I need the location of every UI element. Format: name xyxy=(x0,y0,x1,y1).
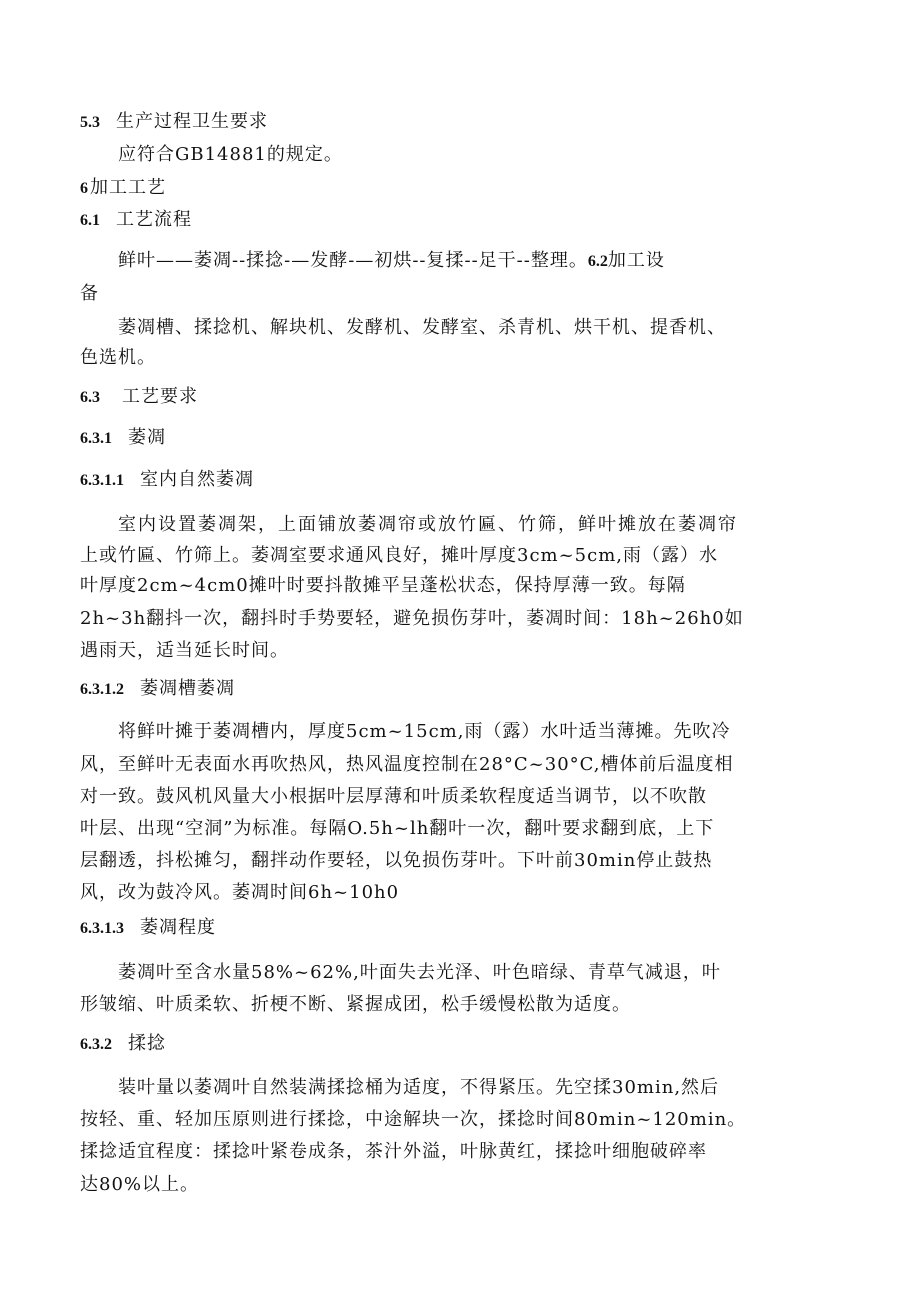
paragraph-line: 装叶量以萎凋叶自然装满揉捻桶为适度，不得紧压。先空揉30min,然后 xyxy=(118,1077,720,1098)
section-title: 加工工艺 xyxy=(90,177,166,198)
paragraph-line: 达80%以上。 xyxy=(80,1174,200,1195)
heading-6-3-1-1 xyxy=(80,467,254,494)
section-number: 6.1 xyxy=(80,212,100,229)
paragraph-5-3: 应符合GB14881的规定。 xyxy=(118,144,343,165)
section-title-6-2: 加工设 xyxy=(607,250,665,271)
section-number: 6.3.1 xyxy=(80,430,112,447)
section-number: 6 xyxy=(80,180,88,197)
paragraph-line: 遇雨天，适当延长时间。 xyxy=(80,640,289,661)
section-number: 6.3 xyxy=(80,389,100,406)
paragraph-line: 叶厚度2cm~4cm0摊叶时要抖散摊平呈蓬松状态，保持厚薄一致。每隔 xyxy=(80,575,686,596)
section-number: 5.3 xyxy=(80,114,100,131)
section-title: 生产过程卫生要求 xyxy=(116,111,268,132)
equipment-line-2: 色选机。 xyxy=(80,347,156,368)
paragraph-line: 室内设置萎凋架，上面铺放萎凋帘或放竹匾、竹筛，鲜叶摊放在萎凋帘 xyxy=(118,514,738,535)
paragraph-line: 揉捻适宜程度：揉捻叶紧卷成条，茶汁外溢，叶脉黄红，揉捻叶细胞破碎率 xyxy=(80,1141,707,1162)
paragraph-line: 将鲜叶摊于萎凋槽内，厚度5cm~15cm,雨（露）水叶适当薄摊。先吹冷 xyxy=(118,721,731,742)
heading-6-1 xyxy=(80,207,192,234)
heading-6 xyxy=(80,175,166,202)
process-flow-line xyxy=(118,248,665,275)
paragraph-line: 风，至鲜叶无表面水再吹热风，热风温度控制在28°C~30°C,槽体前后温度相 xyxy=(80,754,734,775)
heading-6-3-1 xyxy=(80,425,166,452)
section-number: 6.3.2 xyxy=(80,1036,112,1053)
section-title: 萎凋槽萎凋 xyxy=(140,678,235,699)
paragraph-line: 形皱缩、叶质柔软、折梗不断、紧握成团，松手缓慢松散为适度。 xyxy=(80,994,631,1015)
section-title: 工艺要求 xyxy=(122,386,198,407)
paragraph-line: 萎凋叶至含水量58%~62%,叶面失去光泽、叶色暗绿、青草气减退，叶 xyxy=(118,962,721,983)
section-title: 工艺流程 xyxy=(116,209,192,230)
heading-6-3-2 xyxy=(80,1031,166,1058)
heading-5-3 xyxy=(80,109,268,136)
paragraph-line: 上或竹匾、竹筛上。萎凋室要求通风良好，摊叶厚度3cm~5cm,雨（露）水 xyxy=(80,545,719,566)
paragraph-line: 按轻、重、轻加压原则进行揉捻，中途解块一次，揉捻时间80min~120min。 xyxy=(80,1109,747,1130)
process-flow-text: 鲜叶——萎凋--揉捻-—发酵-—初烘--复揉--足干--整理。 xyxy=(118,250,588,271)
section-title: 萎凋 xyxy=(128,427,166,448)
heading-6-2-wrap: 备 xyxy=(80,283,99,304)
paragraph-line: 风，改为鼓冷风。萎凋时间6h~10h0 xyxy=(80,882,400,903)
section-title: 揉捻 xyxy=(128,1033,166,1054)
section-title: 萎凋程度 xyxy=(140,917,216,938)
heading-6-3-1-3 xyxy=(80,915,216,942)
heading-6-3-1-2 xyxy=(80,676,235,703)
section-number: 6.3.1.3 xyxy=(80,920,124,937)
section-title: 室内自然萎凋 xyxy=(140,469,254,490)
paragraph-line: 2h~3h翻抖一次，翻抖时手势要轻，避免损伤芽叶，萎凋时间：18h~26h0如 xyxy=(80,608,744,629)
section-number: 6.3.1.2 xyxy=(80,681,124,698)
section-number-6-2: 6.2 xyxy=(587,253,608,270)
heading-6-3 xyxy=(80,384,198,411)
paragraph-line: 层翻透，抖松摊匀，翻拌动作要轻，以免损伤芽叶。下叶前30min停止鼓热 xyxy=(80,850,713,871)
equipment-line-1: 萎凋槽、揉捻机、解块机、发酵机、发酵室、杀青机、烘干机、提香机、 xyxy=(118,317,726,338)
paragraph-line: 对一致。鼓风机风量大小根据叶层厚薄和叶质柔软程度适当调节，以不吹散 xyxy=(80,786,707,807)
paragraph-line: 叶层、出现“空洞”为标准。每隔O.5h~lh翻叶一次，翻叶要求翻到底，上下 xyxy=(80,818,715,839)
section-number: 6.3.1.1 xyxy=(80,472,124,489)
